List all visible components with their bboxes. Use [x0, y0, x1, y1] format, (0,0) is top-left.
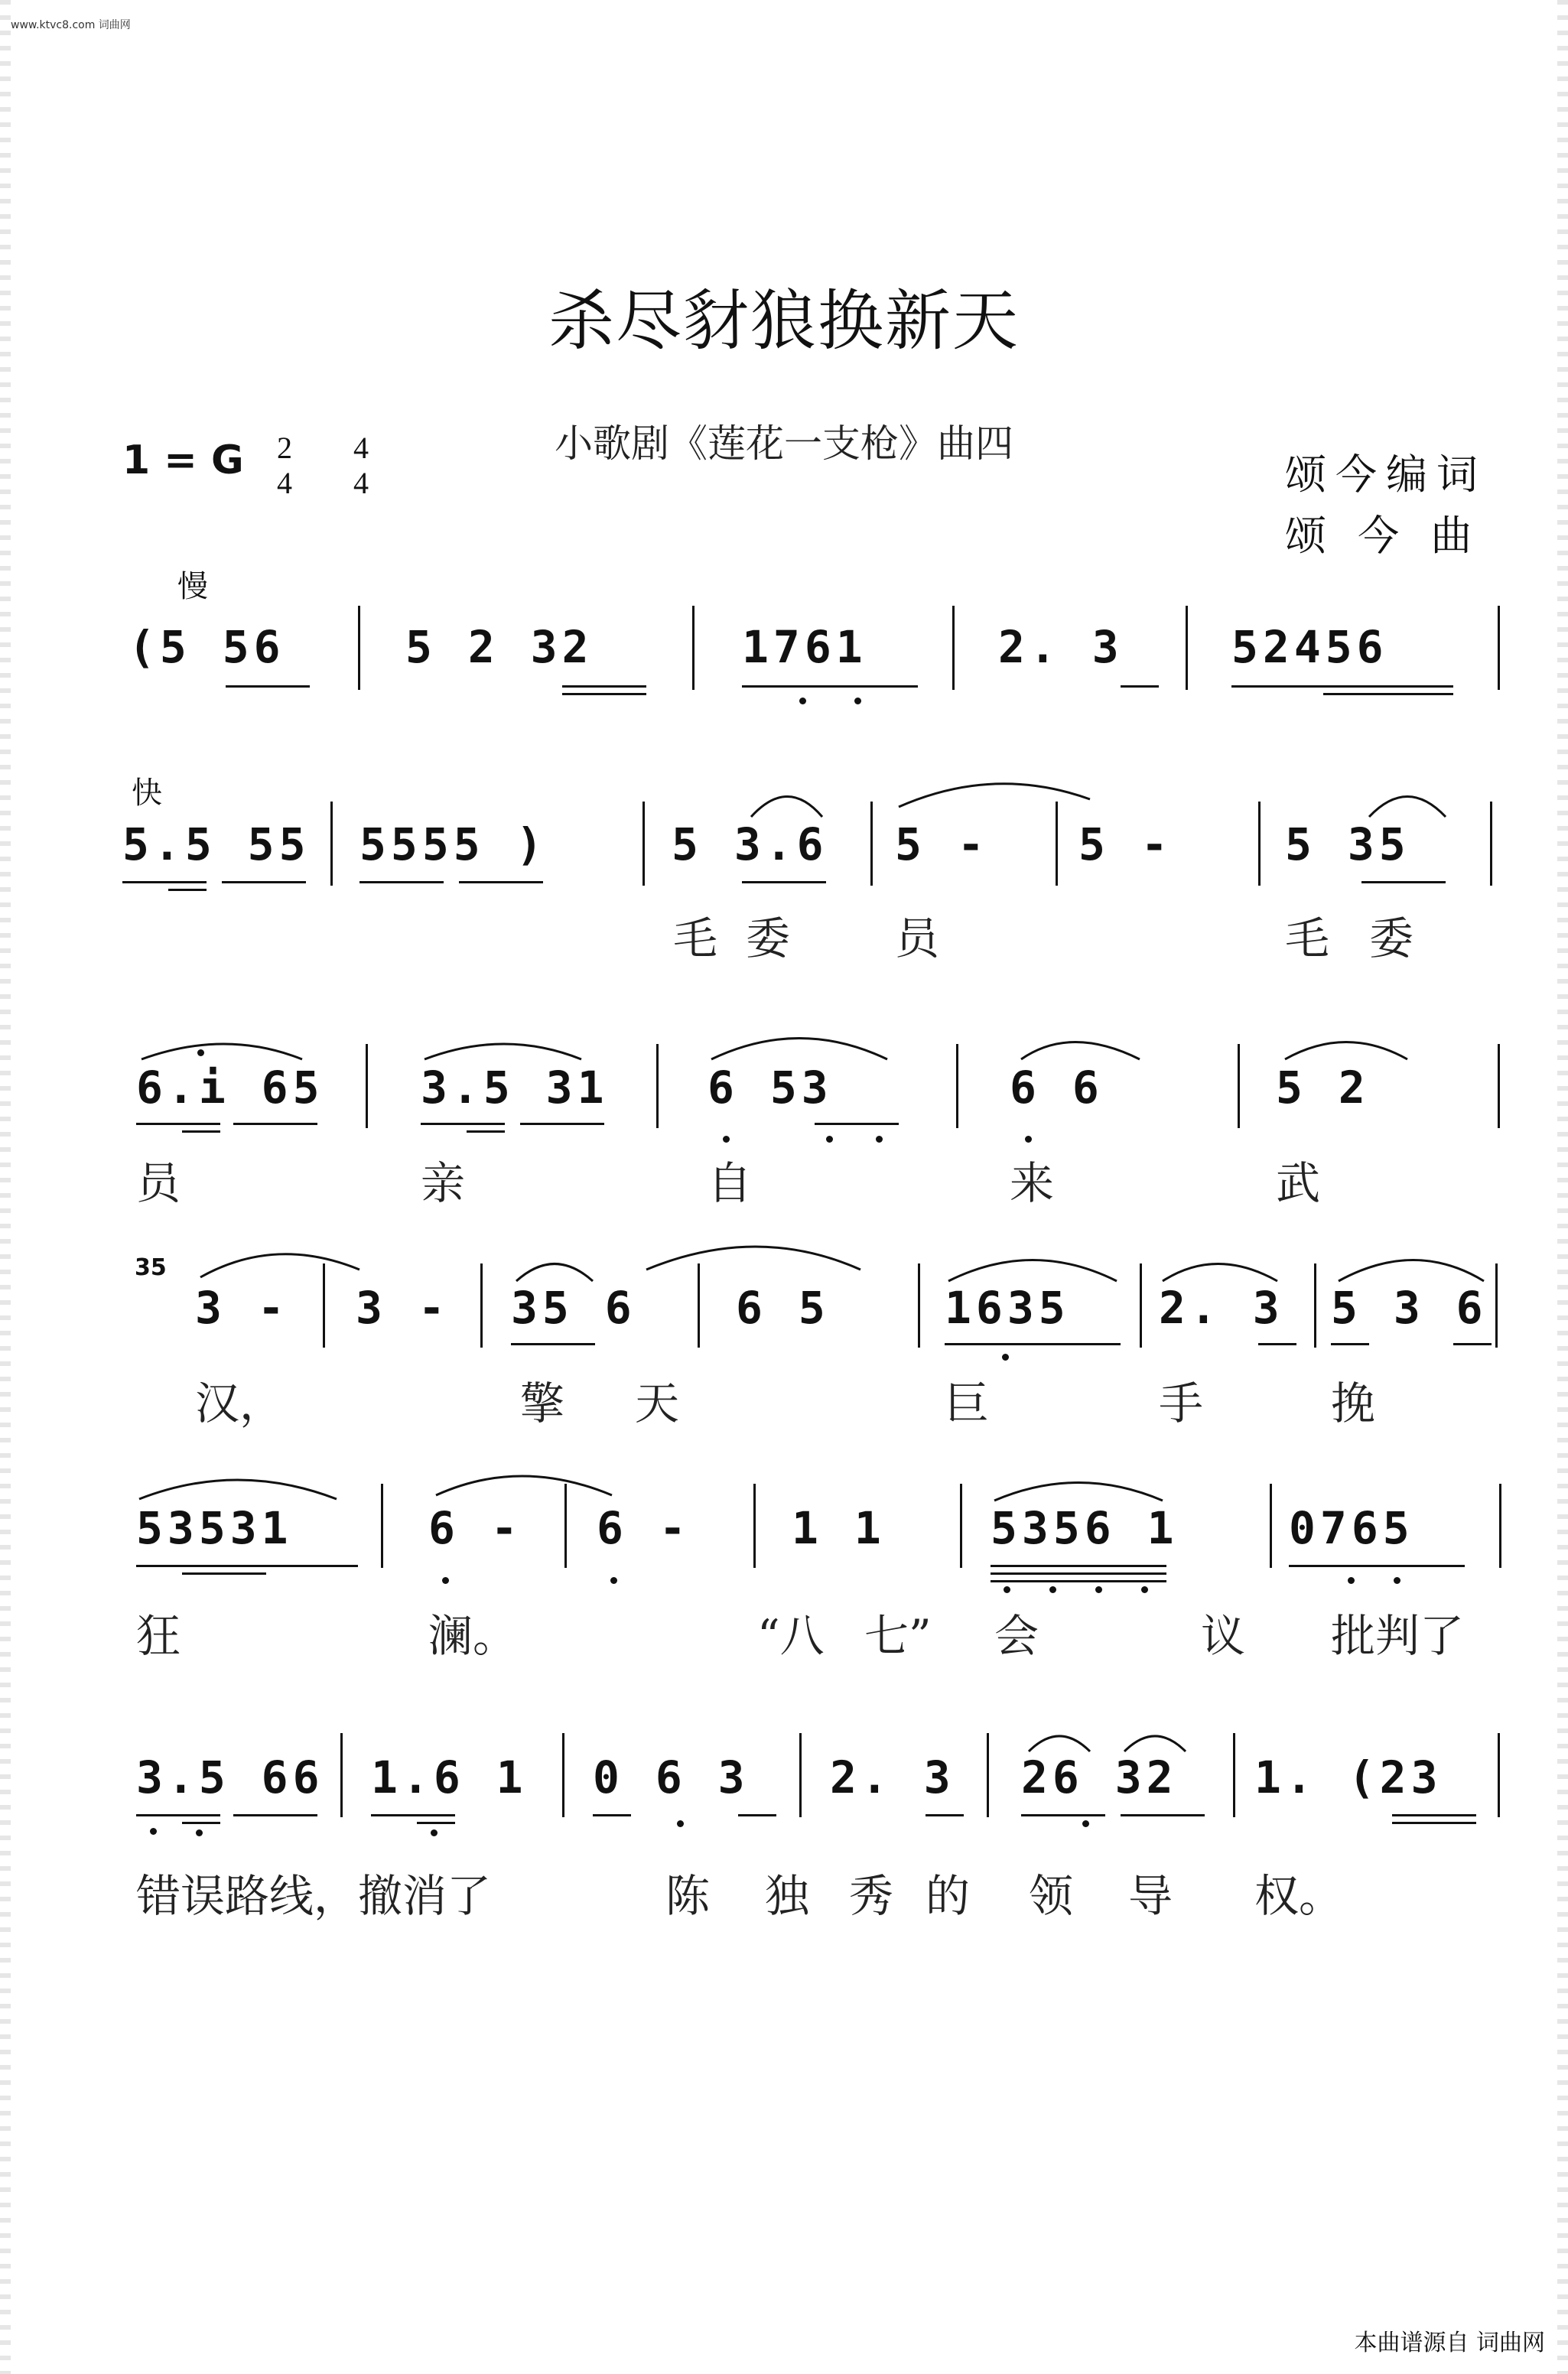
measure: 1. (23	[1254, 1751, 1443, 1803]
lyric: 七”	[864, 1610, 932, 1662]
lyric: 议	[1201, 1610, 1246, 1662]
lyric: 自	[708, 1157, 753, 1209]
lyric: 挽	[1331, 1377, 1376, 1429]
measure: 5 2 32	[405, 621, 594, 673]
tie	[436, 1476, 612, 1495]
time-sig-2-bottom: 4	[353, 466, 369, 500]
lyric: 批判了	[1331, 1610, 1465, 1662]
measure: 6 6	[1010, 1062, 1104, 1114]
slur	[425, 1044, 581, 1059]
lyric: 武	[1276, 1157, 1321, 1209]
tempo-fast: 快	[132, 776, 162, 811]
measure: 1.6 1	[371, 1751, 528, 1803]
song-subtitle: 小歌剧《莲花一支枪》曲四	[555, 421, 1013, 466]
measure: 5356 1	[991, 1502, 1179, 1554]
measure: 5.5 55	[122, 818, 311, 870]
lyric: 委	[1369, 912, 1414, 964]
slur	[1339, 1260, 1484, 1282]
lyric: 手	[1159, 1377, 1204, 1429]
slur	[1124, 1736, 1186, 1751]
slur	[516, 1264, 593, 1282]
time-sig-1-bottom: 4	[277, 466, 292, 500]
measure: (5 56	[128, 621, 285, 673]
measure: 2. 3	[830, 1751, 955, 1803]
lyric: 员	[895, 912, 940, 964]
slur	[1021, 1042, 1140, 1060]
measure: 5 -	[1078, 818, 1173, 870]
lyric: 亲	[421, 1157, 466, 1209]
lyric: 毛	[1285, 912, 1330, 964]
slur	[948, 1260, 1117, 1282]
measure: 52456	[1231, 621, 1388, 673]
lyric: 独	[765, 1870, 810, 1922]
slur	[1285, 1042, 1407, 1060]
slur	[994, 1483, 1163, 1501]
measure: 2. 3	[998, 621, 1124, 673]
measure: 1635	[945, 1282, 1070, 1334]
lyric: 领	[1029, 1870, 1074, 1922]
measure: 1 1	[792, 1502, 886, 1554]
time-sig-2-top: 4	[353, 431, 369, 465]
tie	[200, 1254, 359, 1277]
measure: 6.i 65	[136, 1062, 324, 1114]
lyric: 导	[1128, 1870, 1173, 1922]
measure: 53531	[136, 1502, 293, 1554]
lyric: 权。	[1254, 1870, 1344, 1922]
measure: 5 3.6	[672, 818, 828, 870]
slur	[1029, 1736, 1090, 1751]
measure: 6 -	[428, 1502, 522, 1554]
slur	[142, 1044, 302, 1059]
measure: 26 32	[1021, 1751, 1178, 1803]
key-label: 1 = G	[122, 437, 244, 483]
lyric: 毛	[673, 912, 718, 964]
measure: 35 6	[511, 1282, 636, 1334]
lyric: 的	[926, 1870, 971, 1922]
measure: 3 -	[195, 1282, 289, 1334]
lyric: 错误路线，撤消了	[136, 1870, 492, 1922]
lyric: “八	[757, 1610, 825, 1662]
measure: 5 -	[895, 818, 989, 870]
lyric: 汉，	[195, 1377, 285, 1429]
lyric: 委	[746, 912, 791, 964]
lyric: 狂	[136, 1610, 181, 1662]
slur	[1163, 1264, 1277, 1282]
song-title: 杀尽豺狼换新天	[548, 283, 1020, 359]
measure: 5 2	[1276, 1062, 1370, 1114]
measure: 3.5 31	[421, 1062, 609, 1114]
slur	[646, 1247, 860, 1270]
measure: 6 5	[736, 1282, 830, 1334]
slur	[751, 797, 822, 818]
lyric: 澜。	[428, 1610, 518, 1662]
measure: 1761	[742, 621, 867, 673]
site-watermark: www.ktvc8.com 词曲网	[11, 19, 131, 31]
lyric: 巨	[945, 1377, 990, 1429]
time-sig-1-top: 2	[277, 431, 292, 465]
slur	[711, 1039, 887, 1060]
measure: 6 -	[597, 1502, 691, 1554]
measure: 5 3 6	[1331, 1282, 1488, 1334]
slur	[1369, 797, 1446, 818]
measure: 3.5 66	[136, 1751, 324, 1803]
slur	[139, 1480, 337, 1499]
grace-notes: 35	[135, 1254, 167, 1281]
tie	[899, 784, 1090, 807]
lyricist-credit: 颂今编词	[1285, 450, 1487, 499]
measure: 6 53	[708, 1062, 833, 1114]
lyric: 陈	[665, 1870, 711, 1922]
measure: 5 35	[1285, 818, 1410, 870]
measure: 2. 3	[1159, 1282, 1284, 1334]
lyric: 员	[136, 1157, 181, 1209]
lyric: 擎	[520, 1377, 565, 1429]
composer-credit: 颂 今 曲	[1285, 512, 1482, 560]
measure: 0 6 3	[593, 1751, 750, 1803]
lyric: 天	[635, 1377, 680, 1429]
lyric: 会	[994, 1610, 1039, 1662]
measure: 0765	[1289, 1502, 1414, 1554]
measure: 3 -	[356, 1282, 450, 1334]
tempo-slow: 慢	[177, 569, 208, 604]
source-footer: 本曲谱源自 词曲网	[1354, 2330, 1545, 2356]
lyric: 来	[1010, 1157, 1055, 1209]
lyric: 秀	[849, 1870, 894, 1922]
measure: 5555 )	[359, 818, 548, 870]
